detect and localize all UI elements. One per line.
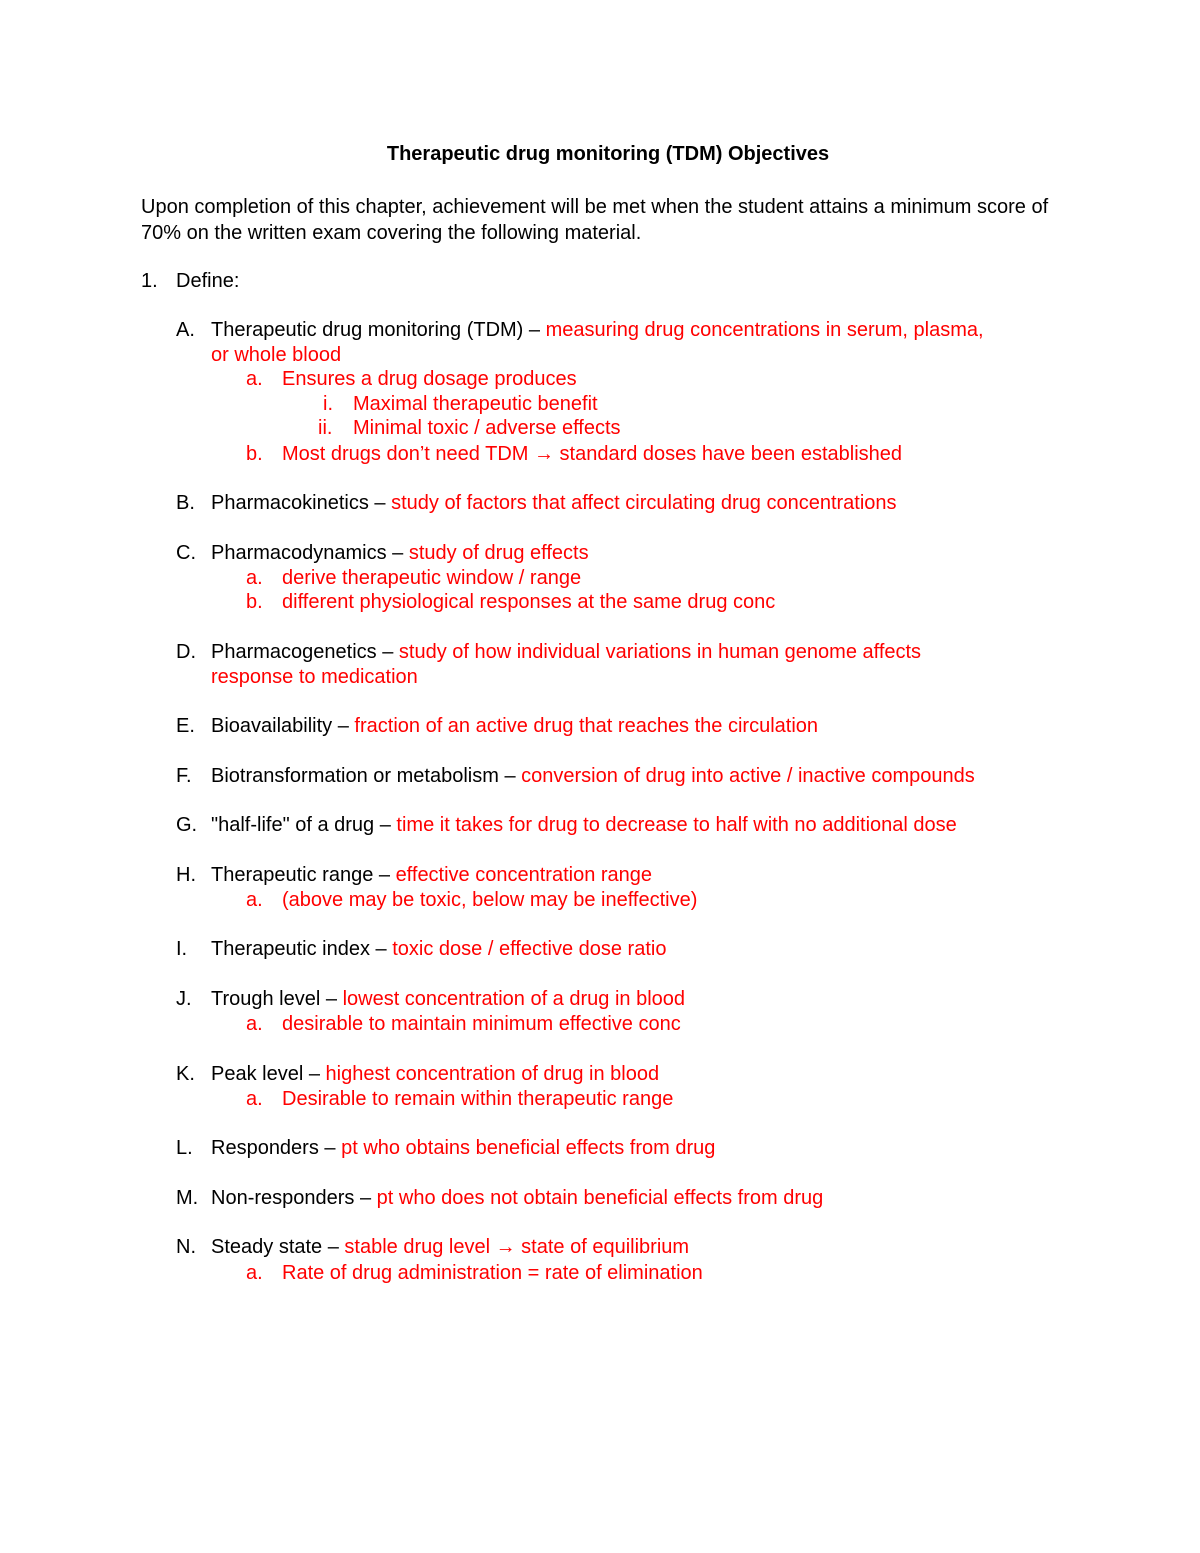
subitem-marker: i. xyxy=(323,393,333,415)
item-marker: D. xyxy=(176,641,196,663)
subitem-text: Maximal therapeutic benefit xyxy=(353,393,598,415)
item-definition: lowest concentration of a drug in blood xyxy=(342,988,686,1010)
item-definition: conversion of drug into active / inactive compounds xyxy=(521,765,975,787)
subitem-text: Minimal toxic / adverse effects xyxy=(353,417,621,439)
item-marker: H. xyxy=(176,864,196,886)
item-term: Therapeutic range – xyxy=(211,864,396,886)
item-marker: F. xyxy=(176,765,192,787)
item-marker: I. xyxy=(176,938,188,960)
item-definition: toxic dose / effective dose ratio xyxy=(392,938,667,960)
item-definition: study of how individual variations in human genome affects xyxy=(398,641,922,663)
subitem-marker: b. xyxy=(246,443,263,465)
subitem-text: Ensures a drug dosage produces xyxy=(282,368,577,390)
item-term: Responders – xyxy=(211,1137,342,1159)
item-marker: K. xyxy=(176,1063,195,1085)
section-label: Define: xyxy=(176,270,240,292)
subitem-text: Most drugs don’t need TDM xyxy=(282,443,534,465)
item-term: Non-responders – xyxy=(211,1187,377,1209)
item-marker: C. xyxy=(176,542,196,564)
item-d-definition-cont: response to medication xyxy=(211,666,418,688)
item-term: Biotransformation or metabolism – xyxy=(211,765,522,787)
item-term: Steady state – xyxy=(211,1236,345,1258)
subitem-text: desirable to maintain minimum effective conc xyxy=(282,1013,681,1035)
subitem-marker: a. xyxy=(246,1088,263,1110)
item-term: Peak level – xyxy=(211,1063,326,1085)
right-arrow-icon: → xyxy=(533,443,554,465)
item-term: Trough level – xyxy=(211,988,343,1010)
item-definition: time it takes for drug to decrease to half with no additional dose xyxy=(396,814,957,836)
document-title: Therapeutic drug monitoring (TDM) Objectives xyxy=(386,143,830,165)
item-definition-cont: state of equilibrium xyxy=(515,1236,690,1258)
subitem-marker: a. xyxy=(246,368,263,390)
item-term: Pharmacodynamics – xyxy=(211,542,409,564)
item-term: Therapeutic drug monitoring (TDM) – xyxy=(211,319,546,341)
item-definition: highest concentration of drug in blood xyxy=(325,1063,660,1085)
item-marker: A. xyxy=(176,319,195,341)
item-definition: measuring drug concentrations in serum, plasma, xyxy=(545,319,984,341)
item-marker: E. xyxy=(176,715,195,737)
item-marker: G. xyxy=(176,814,198,836)
subitem-marker: ii. xyxy=(318,417,333,439)
item-marker: N. xyxy=(176,1236,196,1258)
subitem-marker: a. xyxy=(246,1262,263,1284)
intro-paragraph: Upon completion of this chapter, achievement will be met when the student attains a minimum score of 70% on the written exam covering the following material. xyxy=(141,196,1049,244)
item-definition: study of drug effects xyxy=(408,542,589,564)
subitem-text: Rate of drug administration = rate of elimination xyxy=(282,1262,703,1284)
item-definition: fraction of an active drug that reaches the circulation xyxy=(354,715,819,737)
item-marker: B. xyxy=(176,492,195,514)
item-definition: effective concentration range xyxy=(395,864,653,886)
item-marker: J. xyxy=(176,988,192,1010)
subitem-text: derive therapeutic window / range xyxy=(282,567,582,589)
subitem-text: (above may be toxic, below may be ineffective) xyxy=(282,889,698,911)
item-term: Pharmacogenetics – xyxy=(211,641,399,663)
item-definition: pt who obtains beneficial effects from drug xyxy=(341,1137,716,1159)
item-marker: L. xyxy=(176,1137,193,1159)
item-term: Bioavailability – xyxy=(211,715,355,737)
item-marker: M. xyxy=(176,1187,199,1209)
item-term: Therapeutic index – xyxy=(211,938,393,960)
subitem-text: Desirable to remain within therapeutic range xyxy=(282,1088,674,1110)
subitem-marker: a. xyxy=(246,567,263,589)
subitem-text: different physiological responses at the same drug conc xyxy=(282,591,776,613)
item-term: Pharmacokinetics – xyxy=(211,492,392,514)
right-arrow-icon: → xyxy=(495,1236,516,1258)
subitem-marker: b. xyxy=(246,591,263,613)
subitem-marker: a. xyxy=(246,1013,263,1035)
section-marker: 1. xyxy=(141,270,158,292)
subitem-marker: a. xyxy=(246,889,263,911)
item-definition: study of factors that affect circulating drug concentrations xyxy=(391,492,897,514)
item-a-definition-cont: or whole blood xyxy=(211,344,342,366)
item-definition: stable drug level xyxy=(344,1236,496,1258)
item-term: "half-life" of a drug – xyxy=(211,814,397,836)
item-definition: pt who does not obtain beneficial effects from drug xyxy=(376,1187,824,1209)
subitem-text-cont: standard doses have been established xyxy=(553,443,903,465)
